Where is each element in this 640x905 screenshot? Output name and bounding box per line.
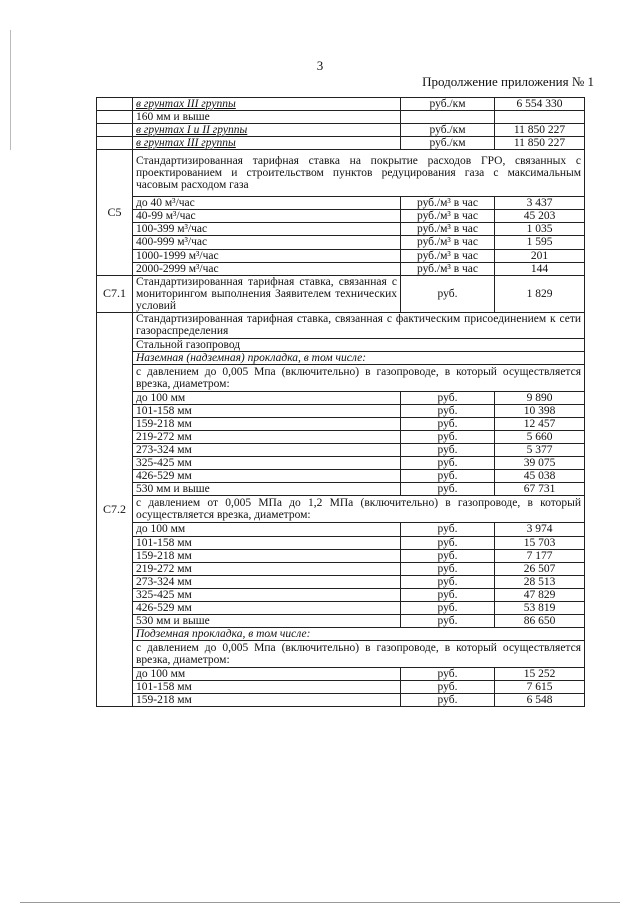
row-unit-cell: руб./км — [401, 137, 495, 150]
row-value-cell: 12 457 — [495, 418, 585, 431]
row-unit-cell: руб. — [401, 431, 495, 444]
table-row — [97, 614, 585, 627]
row-name-cell: 273-324 мм — [133, 444, 401, 457]
row-unit-cell: руб. — [401, 483, 495, 496]
row-value-cell — [495, 111, 585, 124]
row-value-cell: 15 703 — [495, 536, 585, 549]
table-row — [97, 483, 585, 496]
row-unit-cell: руб. — [401, 523, 495, 536]
row-name-cell: 101-158 мм — [133, 405, 401, 418]
row-value-cell: 5 377 — [495, 444, 585, 457]
row-unit-cell: руб./м³ в час — [401, 197, 495, 210]
table-row — [97, 124, 585, 137]
table-row — [97, 312, 585, 338]
row-unit-cell: руб. — [401, 601, 495, 614]
table-row — [97, 262, 585, 275]
row-value-cell: 28 513 — [495, 575, 585, 588]
row-code-cell — [97, 98, 133, 111]
row-name-cell: Стальной газопровод — [133, 338, 585, 351]
row-unit-cell: руб. — [401, 549, 495, 562]
table-row — [97, 223, 585, 236]
row-name-cell: 2000-2999 м³/час — [133, 262, 401, 275]
row-name-cell: в грунтах I и II группы — [133, 124, 401, 137]
table-row — [97, 694, 585, 707]
row-name-cell: до 100 мм — [133, 523, 401, 536]
row-name-cell: 325-425 мм — [133, 588, 401, 601]
row-code-cell — [97, 124, 133, 137]
row-unit-cell: руб./км — [401, 124, 495, 137]
row-name-cell: Стандартизированная тарифная ставка на покрытие расходов ГРО, связанных с проектированием и строительством пунктов редуцирования газа с максимальным часовым расходом газа — [133, 150, 585, 197]
row-unit-cell: руб./м³ в час — [401, 223, 495, 236]
row-name-cell: 100-399 м³/час — [133, 223, 401, 236]
row-value-cell: 3 974 — [495, 523, 585, 536]
row-unit-cell: руб. — [401, 562, 495, 575]
table-row — [97, 575, 585, 588]
row-value-cell: 1 829 — [495, 275, 585, 312]
table-row — [97, 681, 585, 694]
row-name-cell: Стандартизированная тарифная ставка, связанная с фактическим присоединением к сети газораспределения — [133, 312, 585, 338]
table-row — [97, 418, 585, 431]
row-name-cell: с давлением до 0,005 Мпа (включительно) в газопроводе, в который осуществляется врезка, диаметром: — [133, 364, 585, 391]
row-name-cell: 400-999 м³/час — [133, 236, 401, 249]
row-name-cell: 40-99 м³/час — [133, 210, 401, 223]
table-row — [97, 562, 585, 575]
table-row — [97, 351, 585, 364]
row-code-cell: C7.2 — [97, 312, 133, 706]
table-row — [97, 236, 585, 249]
row-unit-cell: руб. — [401, 668, 495, 681]
row-unit-cell: руб./м³ в час — [401, 236, 495, 249]
row-value-cell: 47 829 — [495, 588, 585, 601]
table-row — [97, 496, 585, 523]
table-row — [97, 275, 585, 312]
table-row — [97, 431, 585, 444]
table-row — [97, 668, 585, 681]
row-unit-cell: руб. — [401, 444, 495, 457]
row-value-cell: 3 437 — [495, 197, 585, 210]
row-value-cell: 7 615 — [495, 681, 585, 694]
table-row — [97, 588, 585, 601]
row-value-cell: 11 850 227 — [495, 124, 585, 137]
row-name-cell: 530 мм и выше — [133, 614, 401, 627]
row-name-cell: 159-218 мм — [133, 418, 401, 431]
row-unit-cell: руб. — [401, 614, 495, 627]
row-unit-cell: руб. — [401, 275, 495, 312]
row-value-cell: 10 398 — [495, 405, 585, 418]
table-row — [97, 601, 585, 614]
row-unit-cell: руб. — [401, 681, 495, 694]
table-row — [97, 98, 585, 111]
table-row — [97, 150, 585, 197]
row-code-cell — [97, 137, 133, 150]
row-value-cell: 201 — [495, 249, 585, 262]
table-row — [97, 405, 585, 418]
row-name-cell: 101-158 мм — [133, 681, 401, 694]
row-name-cell: до 100 мм — [133, 668, 401, 681]
row-unit-cell: руб. — [401, 391, 495, 404]
row-value-cell: 53 819 — [495, 601, 585, 614]
table-row — [97, 470, 585, 483]
row-unit-cell: руб. — [401, 588, 495, 601]
appendix-continuation-label: Продолжение приложения № 1 — [422, 74, 594, 89]
row-unit-cell: руб./км — [401, 98, 495, 111]
row-value-cell: 144 — [495, 262, 585, 275]
row-code-cell: C7.1 — [97, 275, 133, 312]
table-row — [97, 523, 585, 536]
scan-bottom-mark — [20, 902, 620, 903]
row-value-cell: 11 850 227 — [495, 137, 585, 150]
table-row — [97, 457, 585, 470]
table-row — [97, 536, 585, 549]
row-name-cell: 159-218 мм — [133, 549, 401, 562]
row-name-cell: 273-324 мм — [133, 575, 401, 588]
row-name-cell: Наземная (надземная) прокладка, в том числе: — [133, 351, 585, 364]
row-unit-cell: руб./м³ в час — [401, 210, 495, 223]
row-code-cell — [97, 111, 133, 124]
row-value-cell: 86 650 — [495, 614, 585, 627]
scan-edge-mark — [10, 30, 11, 150]
table-row — [97, 111, 585, 124]
row-unit-cell: руб. — [401, 694, 495, 707]
row-value-cell: 39 075 — [495, 457, 585, 470]
row-unit-cell: руб. — [401, 457, 495, 470]
row-value-cell: 45 203 — [495, 210, 585, 223]
row-name-cell: 325-425 мм — [133, 457, 401, 470]
table-row — [97, 549, 585, 562]
row-name-cell: Стандартизированная тарифная ставка, связанная с мониторингом выполнения Заявителем технических условий — [133, 275, 401, 312]
row-name-cell: Подземная прокладка, в том числе: — [133, 627, 585, 640]
row-name-cell: с давлением до 0,005 Мпа (включительно) в газопроводе, в который осуществляется врезка, диаметром: — [133, 641, 585, 668]
row-name-cell: 101-158 мм — [133, 536, 401, 549]
row-value-cell: 7 177 — [495, 549, 585, 562]
row-name-cell: 1000-1999 м³/час — [133, 249, 401, 262]
row-unit-cell: руб. — [401, 405, 495, 418]
row-name-cell: 159-218 мм — [133, 694, 401, 707]
row-value-cell: 45 038 — [495, 470, 585, 483]
row-name-cell: 426-529 мм — [133, 470, 401, 483]
table-row — [97, 391, 585, 404]
row-unit-cell: руб. — [401, 470, 495, 483]
row-code-cell: C5 — [97, 150, 133, 275]
table-row — [97, 641, 585, 668]
row-name-cell: 219-272 мм — [133, 562, 401, 575]
row-name-cell: 530 мм и выше — [133, 483, 401, 496]
row-name-cell: в грунтах III группы — [133, 98, 401, 111]
row-name-cell: до 40 м³/час — [133, 197, 401, 210]
row-name-cell: 426-529 мм — [133, 601, 401, 614]
table-row — [97, 364, 585, 391]
row-value-cell: 1 595 — [495, 236, 585, 249]
row-unit-cell: руб. — [401, 536, 495, 549]
row-unit-cell: руб. — [401, 418, 495, 431]
row-value-cell: 15 252 — [495, 668, 585, 681]
row-value-cell: 26 507 — [495, 562, 585, 575]
table-row — [97, 137, 585, 150]
row-value-cell: 67 731 — [495, 483, 585, 496]
row-unit-cell: руб./м³ в час — [401, 249, 495, 262]
row-unit-cell — [401, 111, 495, 124]
row-value-cell: 1 035 — [495, 223, 585, 236]
row-value-cell: 5 660 — [495, 431, 585, 444]
table-row — [97, 210, 585, 223]
tariff-table-body — [97, 98, 585, 707]
table-row — [97, 444, 585, 457]
row-name-cell: в грунтах III группы — [133, 137, 401, 150]
row-name-cell: до 100 мм — [133, 391, 401, 404]
row-name-cell: 160 мм и выше — [133, 111, 401, 124]
row-name-cell: 219-272 мм — [133, 431, 401, 444]
page-number: 3 — [316, 58, 324, 73]
row-unit-cell: руб. — [401, 575, 495, 588]
tariff-table — [96, 97, 585, 707]
row-value-cell: 6 548 — [495, 694, 585, 707]
table-row — [97, 197, 585, 210]
table-row — [97, 338, 585, 351]
row-name-cell: с давлением от 0,005 МПа до 1,2 МПа (включительно) в газопроводе, в который осуществляется врезка, диаметром: — [133, 496, 585, 523]
row-value-cell: 9 890 — [495, 391, 585, 404]
table-row — [97, 627, 585, 640]
table-row — [97, 249, 585, 262]
row-unit-cell: руб./м³ в час — [401, 262, 495, 275]
row-value-cell: 6 554 330 — [495, 98, 585, 111]
